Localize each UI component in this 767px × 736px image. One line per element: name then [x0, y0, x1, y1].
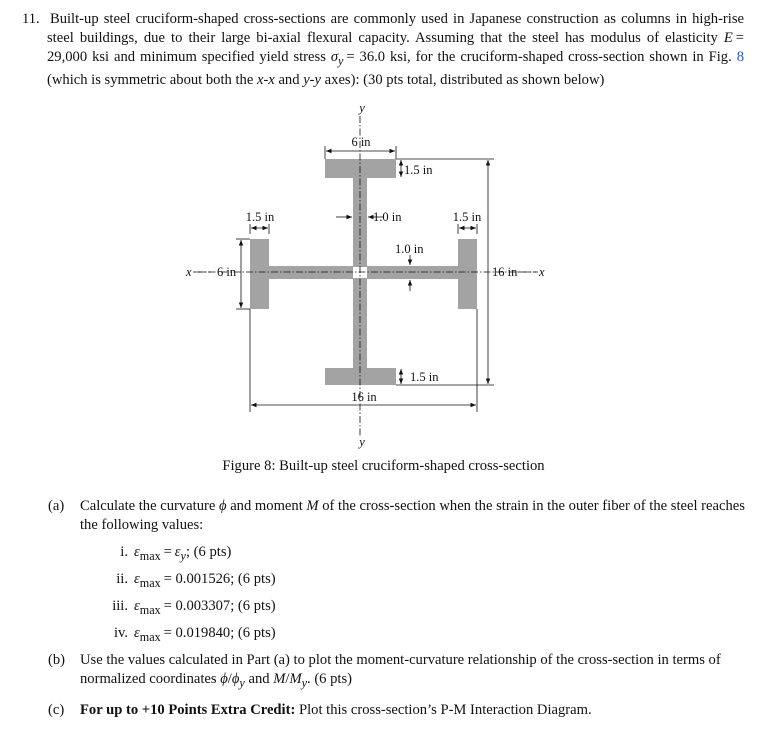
item-label: iii. — [112, 598, 128, 614]
epsilon-symbol: ε — [134, 625, 140, 641]
problem-statement — [22, 10, 744, 90]
max-sub: max — [139, 575, 161, 590]
item-value: = 0.003307; (6 pts) — [163, 598, 276, 614]
figure-caption: Figure 8: Built-up steel cruciform-shaped cross-section — [222, 458, 545, 474]
figure-reference[interactable]: 8 — [736, 49, 744, 65]
vertical-web-bottom — [353, 278, 367, 368]
part-c-label: (c) — [48, 701, 65, 718]
bottom-flange — [325, 368, 396, 385]
part-a-text-post: of the cross-section when the strain in the outer fiber of the steel reaches the following values: — [80, 498, 745, 533]
problem-sentence-1: Built-up steel cruciform-shaped cross-sections are commonly used in Japanese construction as columns in high-rise steel buildings, due to their large bi-axial flexural capacity. Assuming that the steel has modulus of elasticity — [47, 11, 745, 46]
part-a-item-ii — [98, 570, 748, 589]
item-value: = 0.019840; (6 pts) — [163, 625, 276, 641]
x-right-label: x — [539, 265, 545, 279]
web-thickness-label: 1.0 in — [373, 210, 402, 224]
part-a-label: (a) — [48, 498, 65, 514]
left-flange-thickness-label: 1.5 in — [245, 210, 275, 224]
phi-symbol: ϕ — [231, 671, 240, 687]
part-b — [48, 651, 748, 693]
item-value: = 0.001526; (6 pts) — [163, 571, 276, 587]
m-symbol: M — [306, 498, 319, 514]
part-a-text-pre: Calculate the curvature — [80, 498, 216, 514]
slash: / — [285, 671, 290, 687]
xx-axis-text: x-x — [256, 71, 275, 88]
item-value: ; (6 pts) — [185, 544, 232, 560]
part-b-text-post: . (6 pts) — [307, 671, 353, 687]
right-flange — [458, 239, 477, 309]
sigma-sub: y — [338, 53, 344, 68]
part-c — [48, 701, 748, 720]
part-a-item-iii — [98, 597, 748, 616]
bottom-width-label: 16 in — [351, 390, 377, 404]
axes — [196, 116, 538, 436]
y-bottom-label: y — [359, 435, 365, 449]
y-top-label: y — [359, 101, 365, 115]
horizontal-web-left — [269, 266, 353, 279]
top-flange — [325, 159, 396, 178]
phi-symbol: ϕ — [220, 671, 228, 687]
left-height-label: 6 in — [217, 265, 237, 279]
top-width-label: 6 in — [351, 135, 371, 149]
item-label: i. — [120, 544, 128, 560]
part-b-label: (b) — [48, 652, 66, 668]
extra-credit-label: For up to +10 Points Extra Credit: — [80, 701, 296, 718]
item-label: iv. — [113, 625, 128, 641]
bottom-flange-thickness-label: 1.5 in — [410, 370, 439, 384]
epsilon-symbol: ε — [134, 571, 140, 587]
yy-axis-text: y-y — [303, 71, 322, 88]
problem-paragraph — [22, 10, 744, 90]
right-height-label: 16 in — [492, 265, 518, 279]
max-sub: max — [139, 602, 161, 617]
horizontal-web-right — [367, 266, 458, 279]
m-symbol: M — [273, 671, 286, 687]
left-flange — [250, 239, 269, 309]
sigma-symbol: σ — [330, 49, 339, 65]
m-symbol: M — [289, 671, 302, 687]
figure-labels — [185, 101, 545, 449]
max-sub: max — [139, 629, 161, 644]
equals: = — [163, 544, 172, 560]
part-a-text-mid: and moment — [230, 498, 303, 514]
e-symbol: E — [723, 30, 733, 46]
part-a-item-iv — [98, 624, 748, 643]
e-value: = 29,000 ksi and minimum specified yield stress — [47, 30, 744, 65]
right-flange-thickness-label: 1.5 in — [452, 210, 482, 224]
epsilon-symbol: ε — [134, 544, 140, 560]
y-sub: y — [239, 675, 245, 690]
phi-symbol: ϕ — [218, 498, 227, 514]
y-sub: y — [301, 675, 308, 690]
max-sub: max — [139, 548, 161, 563]
problem-number: 11. — [22, 11, 40, 27]
part-a — [48, 497, 748, 535]
epsilon-symbol: ε — [174, 544, 181, 560]
dimensions — [236, 146, 494, 412]
y-sub: y — [180, 548, 186, 563]
problem-tail-2: axes): (30 pts total, distributed as shown below) — [324, 71, 605, 88]
top-flange-thickness-label: 1.5 in — [404, 163, 433, 177]
item-label: ii. — [116, 571, 128, 587]
question-parts — [48, 497, 748, 728]
slash: / — [227, 671, 232, 687]
sigma-value: = 36.0 ksi, for the cruciform-shaped cross-section shown in Fig. — [346, 49, 732, 65]
x-left-label: x — [186, 265, 192, 279]
problem-tail: (which is symmetric about both the — [47, 71, 254, 88]
vertical-web-top — [353, 178, 367, 267]
web-gap-label: 1.0 in — [395, 242, 424, 256]
and-text: and — [248, 671, 270, 687]
part-a-item-i — [98, 543, 748, 562]
part-b-text-pre: Use the values calculated in Part (a) to plot the moment-curvature relationship of the cross-section in terms of normalized coordinates — [80, 652, 721, 687]
and-text: and — [278, 71, 300, 88]
epsilon-symbol: ε — [134, 598, 140, 614]
part-c-text: Plot this cross-section’s P-M Interaction Diagram. — [298, 701, 592, 718]
steel-section — [250, 159, 477, 385]
